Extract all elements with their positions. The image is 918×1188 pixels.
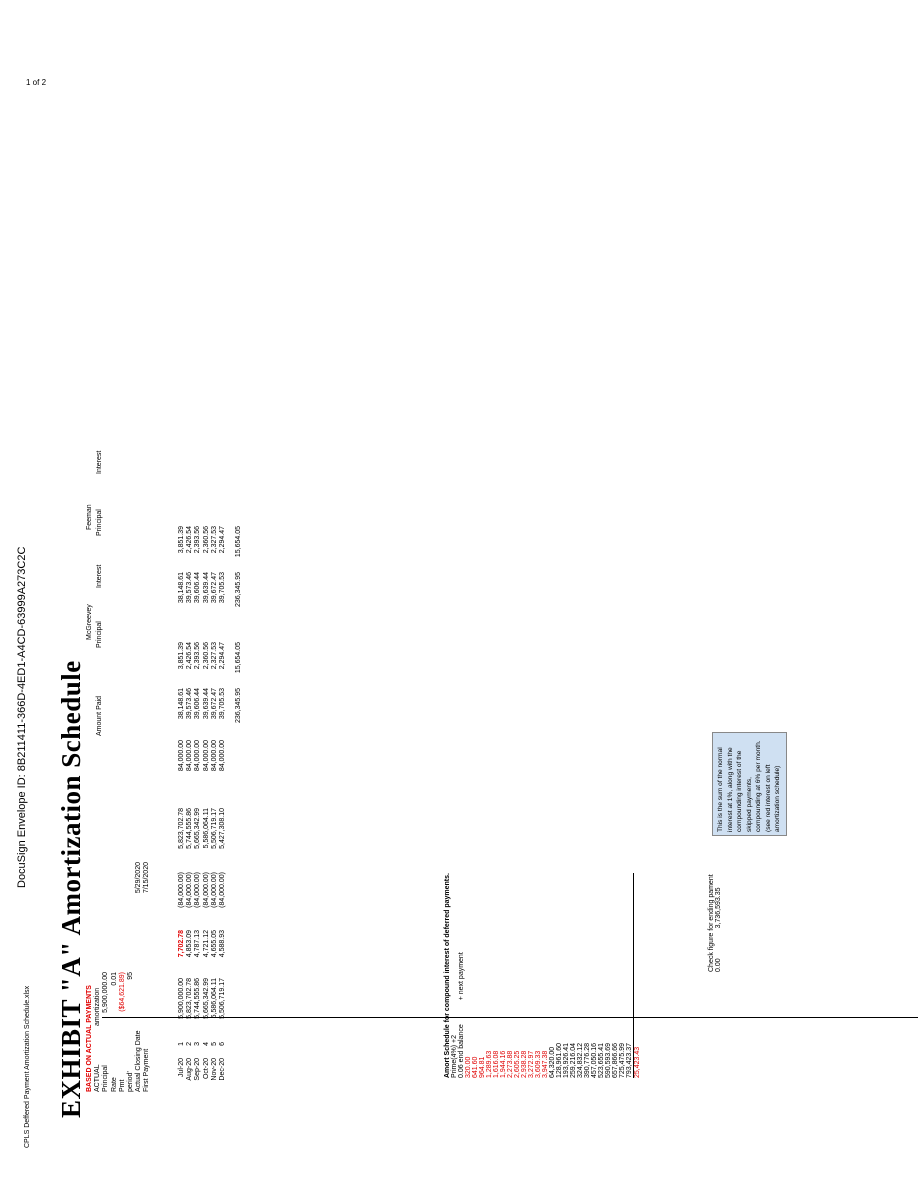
period-value: 95 <box>127 972 135 980</box>
parameters-block <box>86 862 152 1092</box>
mcgreevey-header: McGreevey <box>86 604 93 640</box>
closing-value: 5/29/2020 <box>135 862 143 894</box>
principal-label: Principal <box>102 1065 110 1092</box>
note-box: This is the sum of the normal interest at 1%, along with the compounding interest of the skipped payments, compounding at 6% per month. (see red interest on left amortization schedule) <box>712 732 787 836</box>
page-title: EXHIBIT "A" Amortization Schedule <box>56 660 86 1118</box>
first-payment-label: First Payment <box>143 1048 151 1092</box>
prime-label: Prime(4%) +2 <box>451 1035 458 1078</box>
feeman-principal-header: Principal <box>96 509 103 536</box>
params-heading: BASED ON ACTUAL PAYMENTS <box>86 985 93 1092</box>
deferred-interest-block <box>444 873 641 1078</box>
check-figure-zero: 0.00 <box>715 958 722 972</box>
file-name: CPLS Deffered Payment Amortization Schedule.xlsx <box>24 985 31 1148</box>
pmt-value: ($64,621.89) <box>118 972 126 1012</box>
check-figure <box>708 874 722 972</box>
check-figure-label: Check figure for ending pament <box>708 874 715 972</box>
mcgreevey-interest-header: Interest <box>96 564 103 588</box>
rotated-sheet: CPLS Deffered Payment Amortization Schedule.xlsx EXHIBIT "A" Amortization Schedule BASED ON ACTUAL PAYMENTS ACTUAL amortization Principal 5,900,000.00 Rate 0.01 Pmt ($64,621.89) period' 95 Actual Closing Date 5/29/2020 First Payment 7/15/2020 Amount Paid McGreevey Principal Interest Feeman Principal Interest Jul-20 1 5,900,000.00 7,702.78 (84,000.00) 5,823,702.78 84,000.00 38,148.61 3,851.39 38,148.61 3,851.39 Aug-20 2 5,823,702.78 4,853.09 (84,000.00) 5,744,555.86 84,000.00 39,573.46 2,426.54 39,573.46 2,426.54 Sep-20 3 5,744,555.86 4,787.13 (84,000.00) 5,665,342.99 84,000.00 39,606.44 2,393.56 39,606.44 2,393.56 Oct-20 4 5,665,342.99 4,721.12 (84,000.00) 5,586,064.11 84,000.00 39,639.44 2,360.56 39,639.44 2,360.56 Nov-20 5 5,586,064.11 4,655.05 (84,000.00) 5,506,719.17 84,000.00 39,672.47 2,327.53 39,672.47 2,327.53 Dec-20 6 5,506,719.17 4,588.93 (84,000.00) 5,427,308.10 84,000.00 39,705.53 2,294.47 39,705.53 2,294.47 236,345.95 15,654.05 236,345.95 15,654.05 Amort Schedule for compound interest of deferred payments. Prime(4%) +2 0.06 end balance + next payment 320.00 641.60 964.81 1,289.63 1,616.08 1,944.16 2,273.88 2,605.25 2,938.28 3,272.97 3,609.33 3,947.38 64,320.00 128,961.60 193,926.41 259,216.04 324,832.12 390,776.28 457,050.16 523,655.41 590,593.69 657,866.66 725,475.99 793,423.37 25,423.43 Check figure for ending pament 0.00 3,736,593.35 This is the sum of the normal interest at 1%, along with the compounding interest of the skipped payments, compounding at 6% per month. (see red interest on left amortization schedule) <box>0 0 918 1188</box>
mcgreevey-principal-header: Principal <box>96 621 103 648</box>
feeman-interest-header: Interest <box>96 450 103 474</box>
next-payment-label: + next payment <box>458 952 465 1001</box>
docusign-envelope-id: DocuSign Envelope ID: 8B211411-366D-4ED1-A4CD-63999A273C2C <box>16 546 28 888</box>
actual-value: amortization <box>94 987 102 1026</box>
actual-label: ACTUAL <box>94 1064 102 1092</box>
rate-value: 0.01 <box>110 972 118 986</box>
principal-value: 5,900,000.00 <box>102 972 110 1013</box>
deferred-total: 25,423.43 <box>633 873 641 1078</box>
deferred-interest-list: 320.00 641.60 964.81 1,289.63 1,616.08 1,944.16 2,273.88 2,605.25 2,938.28 3,272.97 3,609.33 3,947.38 <box>465 1050 549 1078</box>
closing-label: Actual Closing Date <box>135 1030 143 1092</box>
end-balance-label: 0.06 end balance <box>458 1024 465 1078</box>
deferred-balance-list: 64,320.00 128,961.60 193,926.41 259,216.04 324,832.12 390,776.28 457,050.16 523,655.41 590,593.69 657,866.66 725,475.99 793,423.37 <box>549 1042 633 1078</box>
first-payment-value: 7/15/2020 <box>143 862 151 894</box>
period-label: period' <box>127 1071 135 1092</box>
rate-label: Rate <box>110 1077 118 1092</box>
deferred-heading: Amort Schedule for compound interest of deferred payments. <box>444 873 451 1078</box>
pmt-label: Pmt <box>118 1079 126 1092</box>
check-figure-value: 3,736,593.35 <box>715 887 722 929</box>
page-number: 1 of 2 <box>26 78 47 87</box>
amount-paid-header: Amount Paid <box>96 695 103 736</box>
feeman-header: Feeman <box>86 504 93 530</box>
